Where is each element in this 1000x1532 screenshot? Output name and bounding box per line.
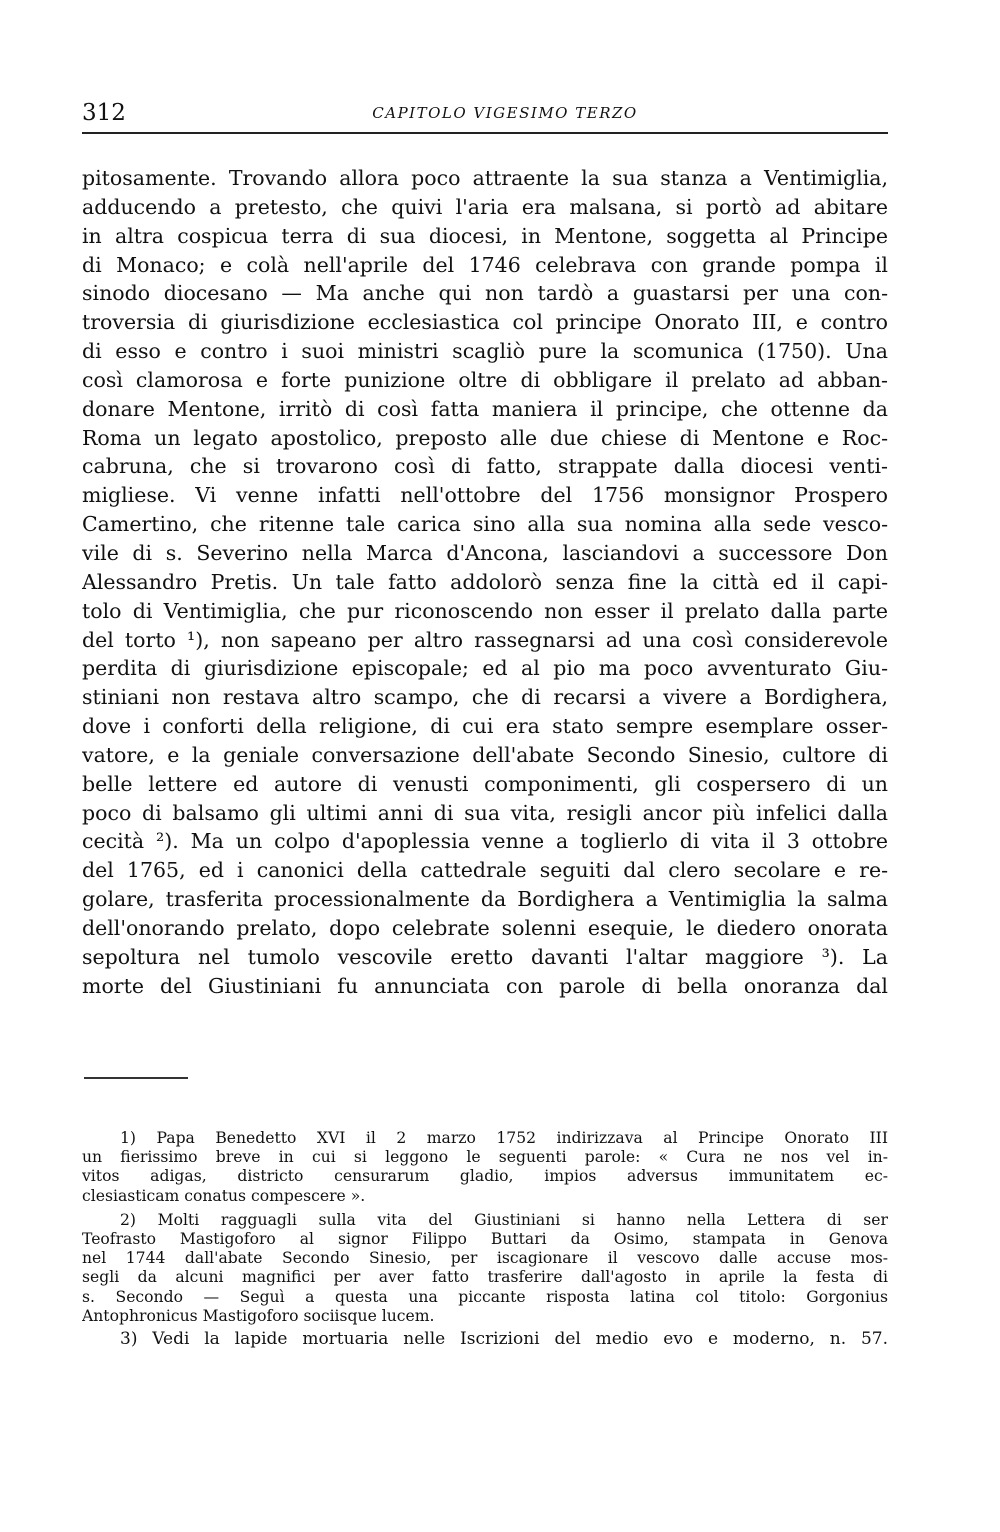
text-line: perdita di giurisdizione episcopale; ed al pio ma poco avventurato Giu- <box>82 656 888 681</box>
footnote-1 <box>82 1129 888 1206</box>
footnote-rule <box>84 1077 188 1079</box>
text-line: golare, trasferita processionalmente da Bordighera a Ventimiglia la salma <box>82 887 888 912</box>
text-line: dell'onorando prelato, dopo celebrate solenni esequie, le diedero onorata <box>82 915 888 940</box>
text-line: donare Mentone, irritò di così fatta maniera il principe, che ottenne da <box>82 396 888 421</box>
footnote-line: nel 1744 dall'abate Secondo Sinesio, per iscagionare il vescovo dalle accuse mos- <box>82 1249 888 1268</box>
page-number: 312 <box>82 100 126 126</box>
text-line: del 1765, ed i canonici della cattedrale seguiti dal clero secolare e re- <box>82 858 888 883</box>
footnote-3 <box>82 1326 888 1352</box>
text-line: belle lettere ed autore di venusti componimenti, gli cospersero di un <box>82 771 888 796</box>
running-head <box>82 100 888 132</box>
text-line: sinodo diocesano — Ma anche qui non tardò a guastarsi per una con- <box>82 281 888 306</box>
text-line: adducendo a pretesto, che quivi l'aria era malsana, si portò ad abitare <box>82 194 888 219</box>
main-text <box>82 164 888 1000</box>
footnote-line: 3) Vedi la lapide mortuaria nelle Iscrizioni del medio evo e moderno, n. 57. <box>120 1328 888 1349</box>
text-line: cecità ²). Ma un colpo d'apoplessia venne a toglierlo di vita il 3 ottobre <box>82 829 888 854</box>
text-line: morte del Giustiniani fu annunciata con parole di bella onoranza dal <box>82 973 888 998</box>
text-line: in altra cospicua terra di sua diocesi, in Mentone, soggetta al Principe <box>82 223 888 248</box>
text-line: così clamorosa e forte punizione oltre di obbligare il prelato ad abban- <box>82 367 888 392</box>
footnotes <box>82 1129 888 1352</box>
text-line: poco di balsamo gli ultimi anni di sua vita, resigli ancor più infelici dalla <box>82 800 888 825</box>
text-line: di Monaco; e colà nell'aprile del 1746 celebrava con grande pompa il <box>82 252 888 277</box>
text-line: dove i conforti della religione, di cui era stato sempre esemplare osser- <box>82 714 888 739</box>
text-line: sepoltura nel tumolo vescovile eretto davanti l'altar maggiore ³). La <box>82 944 888 969</box>
text-line: cabruna, che si trovarono così di fatto, strappate dalla diocesi venti- <box>82 454 888 479</box>
text-line: migliese. Vi venne infatti nell'ottobre del 1756 monsignor Prospero <box>82 483 888 508</box>
footnote-line: clesiasticam conatus compescere ». <box>82 1186 366 1205</box>
footnote-line: segli da alcuni magnifici per aver fatto trasferire dall'agosto in aprile la festa di <box>82 1268 888 1287</box>
footnote-line: s. Secondo — Seguì a questa una piccante risposta latina col titolo: Gorgonius <box>82 1287 888 1306</box>
text-line: del torto ¹), non sapeano per altro rassegnarsi ad una così considerevole <box>82 627 888 652</box>
text-line: Alessandro Pretis. Un tale fatto addolorò senza fine la città ed il capi- <box>82 569 888 594</box>
footnote-2 <box>82 1211 888 1326</box>
text-line: vatore, e la geniale conversazione dell'abate Secondo Sinesio, cultore di <box>82 742 888 767</box>
footnote-line: Teofrasto Mastigoforo al signor Filippo Buttari da Osimo, stampata in Genova <box>82 1229 888 1248</box>
text-line: troversia di giurisdizione ecclesiastica col principe Onorato III, e contro <box>82 310 888 335</box>
footnote-line: Antophronicus Mastigoforo sociisque lucem. <box>82 1306 435 1325</box>
text-line: di esso e contro i suoi ministri scagliò pure la scomunica (1750). Una <box>82 339 888 364</box>
header-rule <box>82 132 888 134</box>
text-line: tolo di Ventimiglia, che pur riconoscendo non esser il prelato dalla parte <box>82 598 888 623</box>
text-line: Roma un legato apostolico, preposto alle due chiese di Mentone e Roc- <box>82 425 888 450</box>
text-line: stiniani non restava altro scampo, che di recarsi a vivere a Bordighera, <box>82 685 888 710</box>
footnote-line: 1) Papa Benedetto XVI il 2 marzo 1752 indirizzava al Principe Onorato III <box>120 1129 888 1147</box>
footnote-line: un fierissimo breve in cui si leggono le seguenti parole: « Cura ne nos vel in- <box>82 1148 888 1167</box>
text-line: Camertino, che ritenne tale carica sino alla sua nomina alla sede vesco- <box>82 512 888 537</box>
text-line: vile di s. Severino nella Marca d'Ancona, lasciandovi a successore Don <box>82 540 888 565</box>
chapter-title: CAPITOLO VIGESIMO TERZO <box>372 104 638 122</box>
footnote-line: 2) Molti ragguagli sulla vita del Giustiniani si hanno nella Lettera di ser <box>120 1210 888 1229</box>
footnote-line: vitos adigas, districto censurarum gladio, impios adversus immunitatem ec- <box>82 1167 888 1186</box>
text-line: pitosamente. Trovando allora poco attraente la sua stanza a Ventimiglia, <box>82 166 888 190</box>
